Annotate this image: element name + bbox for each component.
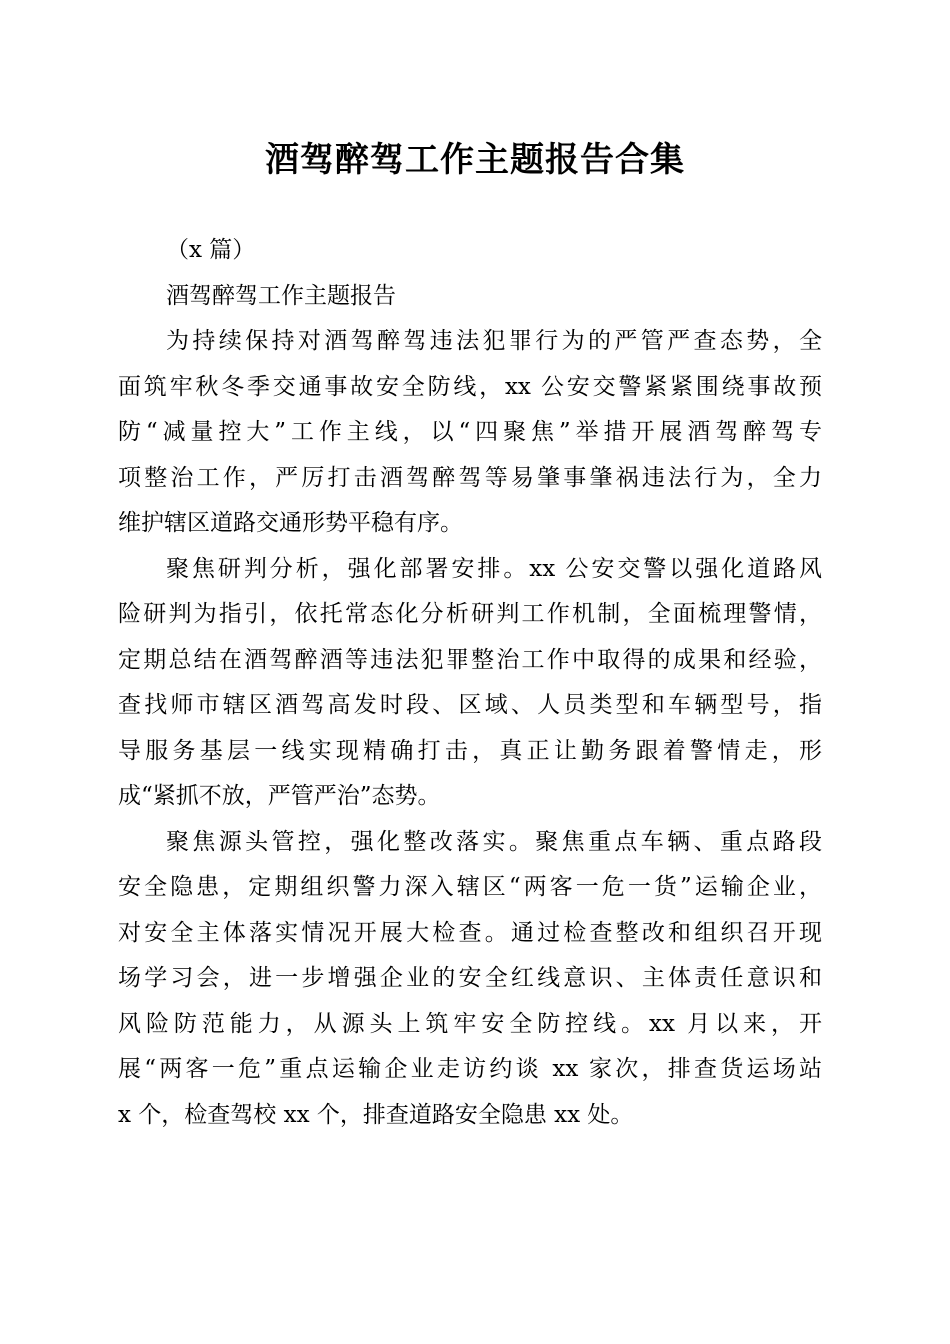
paragraph-line: 为持续保持对酒驾醉驾违法犯罪行为的严管严查态势，全 [166, 328, 822, 354]
paragraph-line: 防“减量控大”工作主线，以“四聚焦”举措开展酒驾醉驾专 [118, 419, 822, 445]
count-note: （x 篇） [166, 237, 256, 263]
paragraph-line: 聚焦研判分析，强化部署安排。xx 公安交警以强化道路风 [166, 555, 822, 582]
paragraph [118, 820, 822, 1139]
paragraph [118, 547, 822, 820]
document-title: 酒驾醉驾工作主题报告合集 [265, 140, 685, 180]
paragraph-line: 成“紧抓不放，严管严治”态势。 [118, 783, 441, 809]
paragraphs [118, 319, 822, 1138]
paragraph-line: 展“两客一危”重点运输企业走访约谈 xx 家次，排查货运场站 [118, 1056, 822, 1082]
paragraph-line: 项整治工作，严厉打击酒驾醉驾等易肇事肇祸违法行为，全力 [118, 464, 822, 491]
paragraph-line: 查找师市辖区酒驾高发时段、区域、人员类型和车辆型号，指 [118, 692, 822, 718]
paragraph-line: 险研判为指引，依托常态化分析研判工作机制，全面梳理警情， [118, 601, 822, 627]
paragraph-line: 导服务基层一线实现精确打击，真正让勤务跟着警情走，形 [118, 737, 822, 764]
paragraph-line: 定期总结在酒驾醉酒等违法犯罪整治工作中取得的成果和经验， [118, 646, 822, 673]
paragraph-line: 对安全主体落实情况开展大检查。通过检查整改和组织召开现 [118, 919, 822, 946]
paragraph-line: 维护辖区道路交通形势平稳有序。 [118, 510, 463, 536]
paragraph-line: 聚焦源头管控，强化整改落实。聚焦重点车辆、重点路段 [166, 828, 822, 855]
paragraph-line: 面筑牢秋冬季交通事故安全防线，xx 公安交警紧紧围绕事故预 [118, 373, 822, 400]
paragraph-line: 场学习会，进一步增强企业的安全红线意识、主体责任意识和 [118, 965, 822, 991]
section-heading: 酒驾醉驾工作主题报告 [166, 282, 396, 309]
paragraph-line: 安全隐患，定期组织警力深入辖区“两客一危一货”运输企业， [118, 874, 822, 900]
paragraph-line: 风险防范能力，从源头上筑牢安全防控线。xx 月以来，开 [118, 1010, 822, 1037]
document-body [118, 228, 822, 1138]
paragraph-line: x 个，检查驾校 xx 个，排查道路安全隐患 xx 处。 [118, 1101, 634, 1128]
paragraph [118, 319, 822, 547]
